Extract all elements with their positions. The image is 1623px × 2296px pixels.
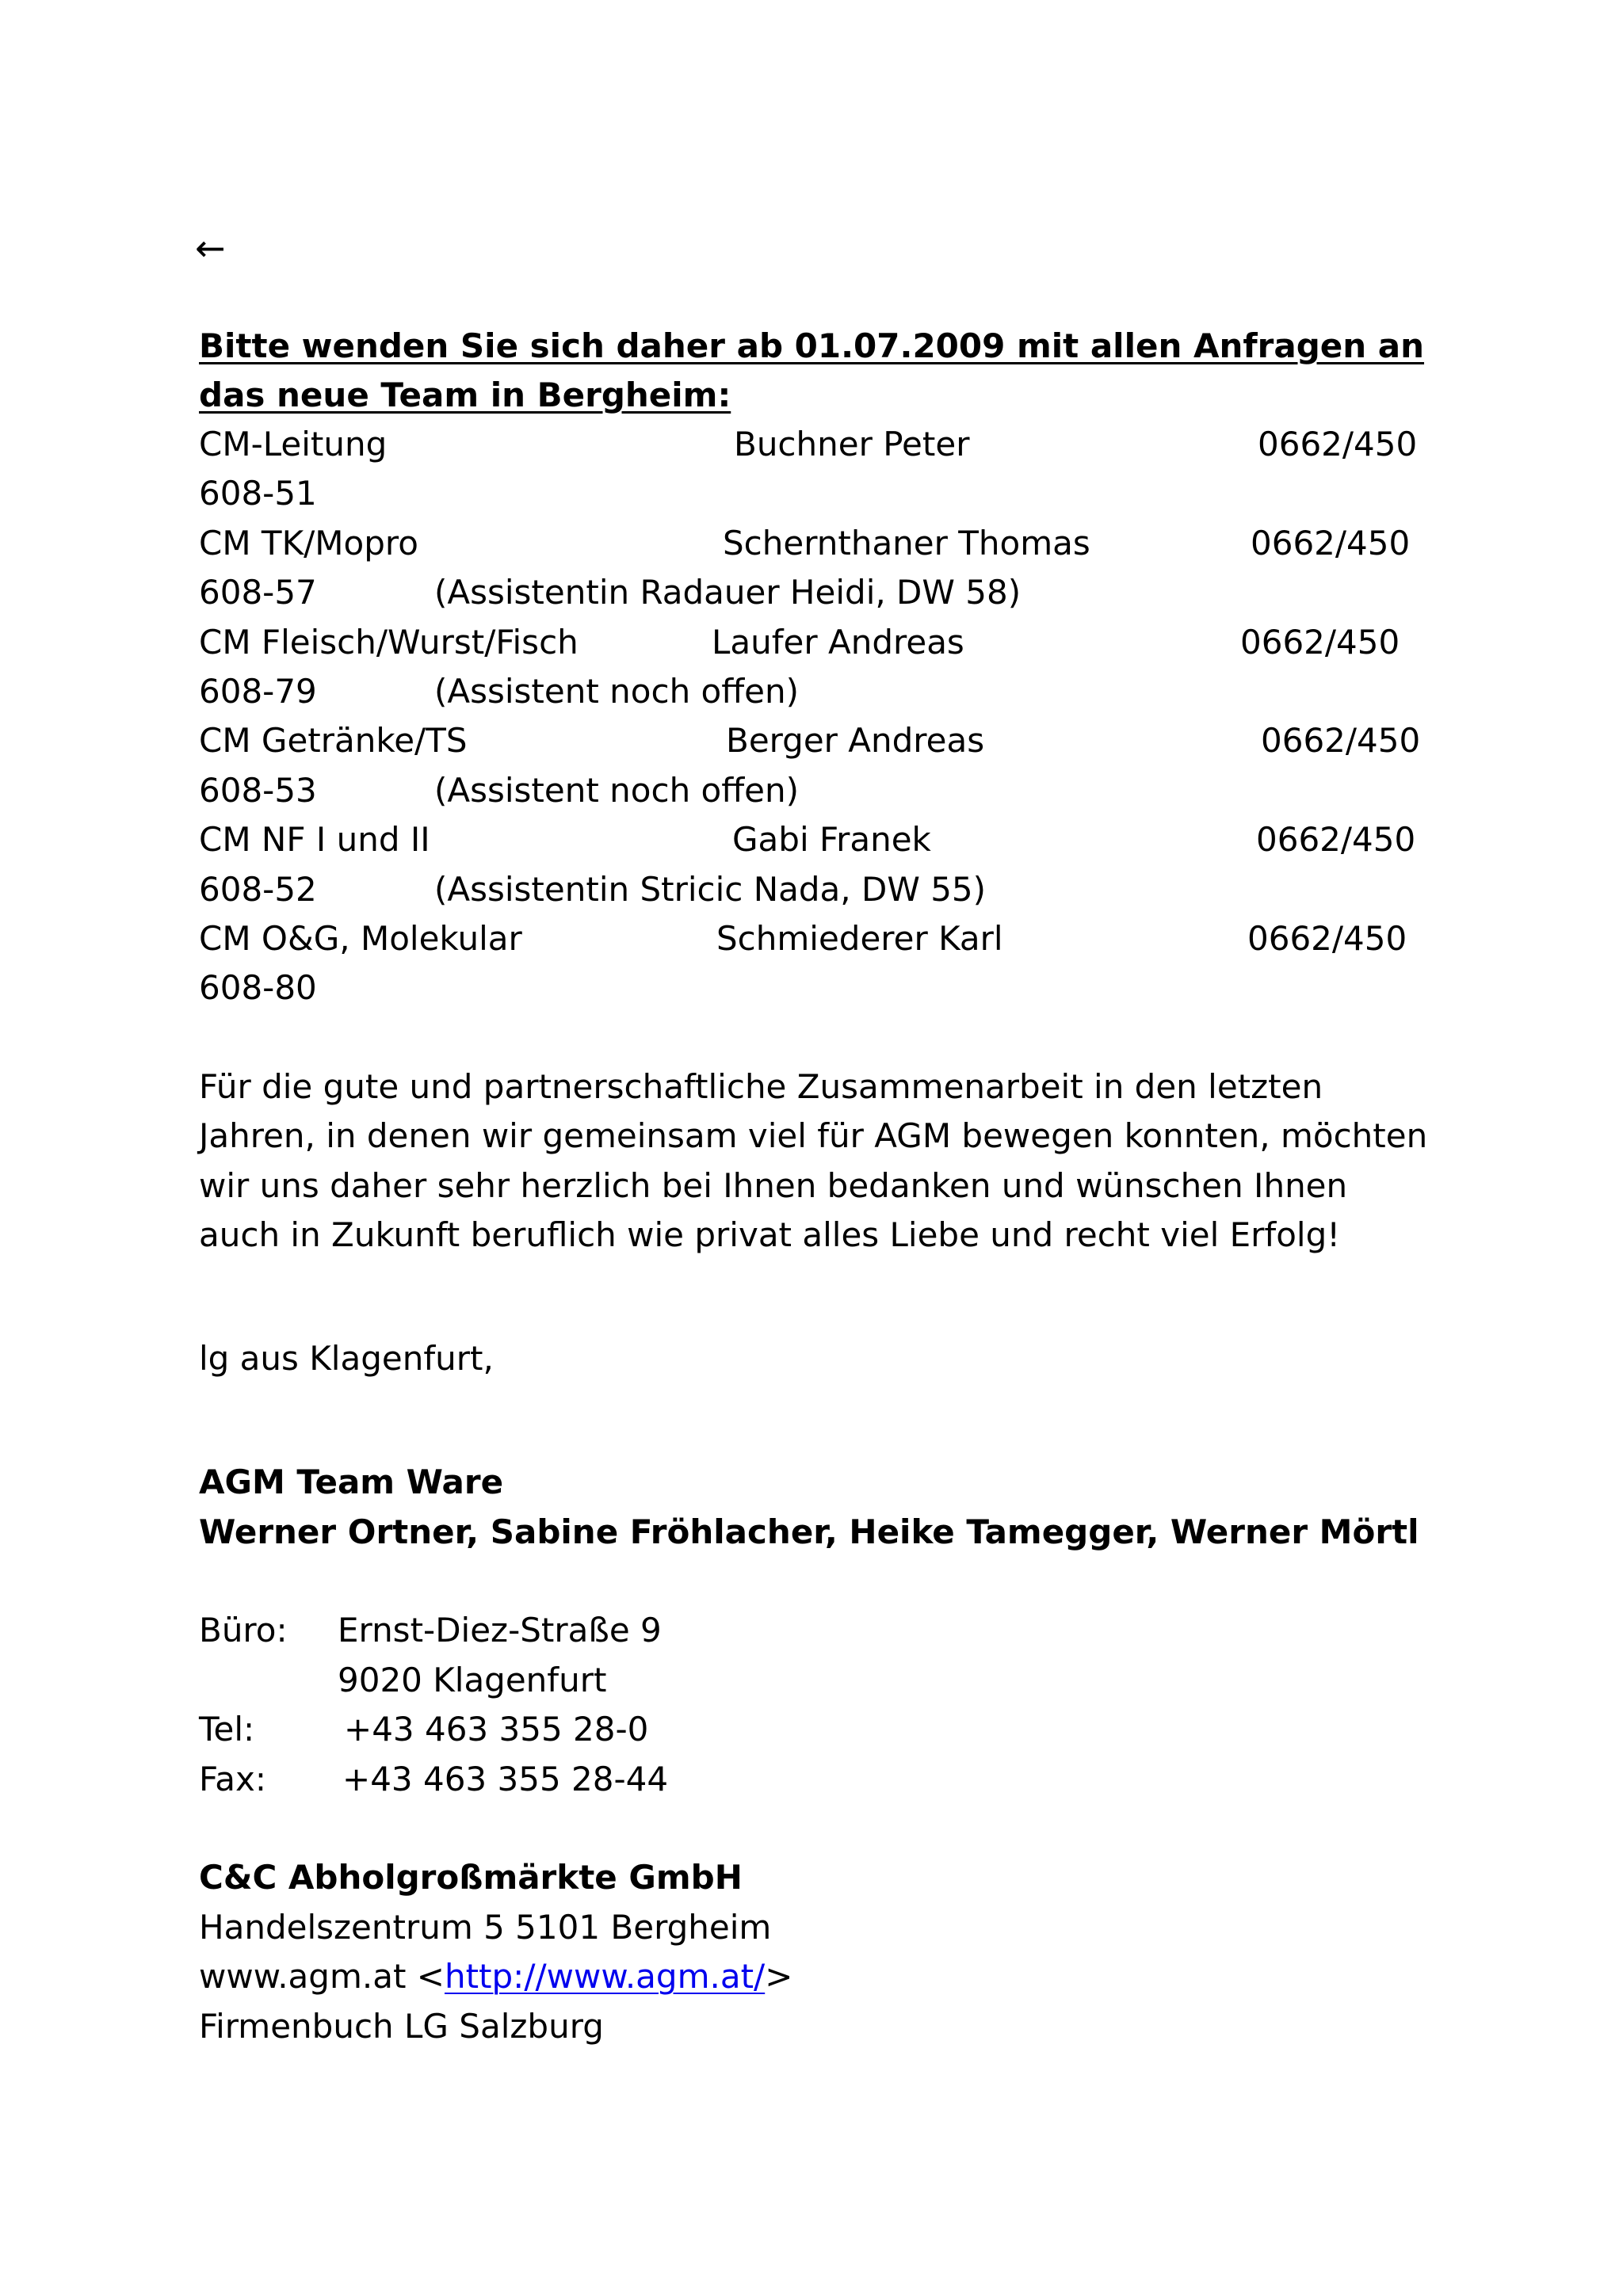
office-label: Büro: bbox=[199, 1611, 288, 1650]
contact-phone-prefix: 0662/450 bbox=[1256, 820, 1416, 859]
contact-name: Laufer Andreas bbox=[712, 623, 964, 662]
contact-phone-extension: 608-52 bbox=[199, 870, 317, 909]
contact-name: Buchner Peter bbox=[734, 425, 970, 463]
contact-note: (Assistent noch offen) bbox=[434, 771, 800, 810]
contact-phone-prefix: 0662/450 bbox=[1240, 623, 1400, 662]
thanks-line: Jahren, in denen wir gemeinsam viel für AGM bewegen konnten, möchten bbox=[199, 1116, 1428, 1155]
contact-phone-prefix: 0662/450 bbox=[1247, 919, 1407, 958]
contact-role: CM Fleisch/Wurst/Fisch bbox=[199, 623, 579, 662]
back-arrow-icon: ← bbox=[195, 227, 226, 269]
company-name: C&C Abholgroßmärkte GmbH bbox=[199, 1858, 743, 1897]
contact-phone-extension: 608-80 bbox=[199, 968, 317, 1007]
contact-role: CM TK/Mopro bbox=[199, 524, 418, 563]
office-city: 9020 Klagenfurt bbox=[338, 1661, 607, 1699]
contact-role: CM-Leitung bbox=[199, 425, 388, 463]
contact-phone-extension: 608-51 bbox=[199, 474, 317, 513]
thanks-line: auch in Zukunft beruflich wie privat alles Liebe und recht viel Erfolg! bbox=[199, 1215, 1341, 1254]
office-street: Ernst-Diez-Straße 9 bbox=[338, 1611, 662, 1650]
contact-phone-prefix: 0662/450 bbox=[1258, 425, 1418, 463]
team-name: AGM Team Ware bbox=[199, 1463, 504, 1501]
thanks-line: Für die gute und partnerschaftliche Zusammenarbeit in den letzten bbox=[199, 1067, 1323, 1106]
contact-name: Schmiederer Karl bbox=[716, 919, 1003, 958]
website-suffix: > bbox=[765, 1957, 793, 1996]
fax-label: Fax: bbox=[199, 1760, 267, 1798]
company-website bbox=[199, 1957, 793, 1996]
tel-number: +43 463 355 28-0 bbox=[344, 1710, 649, 1749]
company-register: Firmenbuch LG Salzburg bbox=[199, 2007, 604, 2046]
team-members: Werner Ortner, Sabine Fröhlacher, Heike Tamegger, Werner Mörtl bbox=[199, 1512, 1419, 1551]
contact-role: CM O&G, Molekular bbox=[199, 919, 522, 958]
thanks-line: wir uns daher sehr herzlich bei Ihnen bedanken und wünschen Ihnen bbox=[199, 1166, 1348, 1205]
contact-phone-prefix: 0662/450 bbox=[1251, 524, 1411, 563]
contact-note: (Assistent noch offen) bbox=[434, 672, 800, 711]
contact-role: CM Getränke/TS bbox=[199, 721, 468, 760]
heading-line-2: das neue Team in Bergheim: bbox=[199, 376, 731, 414]
tel-label: Tel: bbox=[199, 1710, 255, 1749]
contact-phone-extension: 608-53 bbox=[199, 771, 317, 810]
contact-name: Schernthaner Thomas bbox=[723, 524, 1090, 563]
company-address: Handelszentrum 5 5101 Bergheim bbox=[199, 1908, 772, 1947]
fax-number: +43 463 355 28-44 bbox=[342, 1760, 669, 1798]
website-link[interactable]: http://www.agm.at/ bbox=[444, 1957, 766, 1996]
contact-phone-extension: 608-57 bbox=[199, 573, 317, 612]
greeting: lg aus Klagenfurt, bbox=[199, 1339, 494, 1378]
heading-line-1: Bitte wenden Sie sich daher ab 01.07.2009 mit allen Anfragen an bbox=[199, 326, 1425, 365]
contact-name: Gabi Franek bbox=[732, 820, 931, 859]
contact-phone-extension: 608-79 bbox=[199, 672, 317, 711]
contact-phone-prefix: 0662/450 bbox=[1261, 721, 1421, 760]
contact-note: (Assistentin Stricic Nada, DW 55) bbox=[434, 870, 987, 909]
contact-role: CM NF I und II bbox=[199, 820, 430, 859]
contact-note: (Assistentin Radauer Heidi, DW 58) bbox=[434, 573, 1022, 612]
contact-name: Berger Andreas bbox=[726, 721, 985, 760]
website-prefix: www.agm.at < bbox=[199, 1957, 445, 1996]
